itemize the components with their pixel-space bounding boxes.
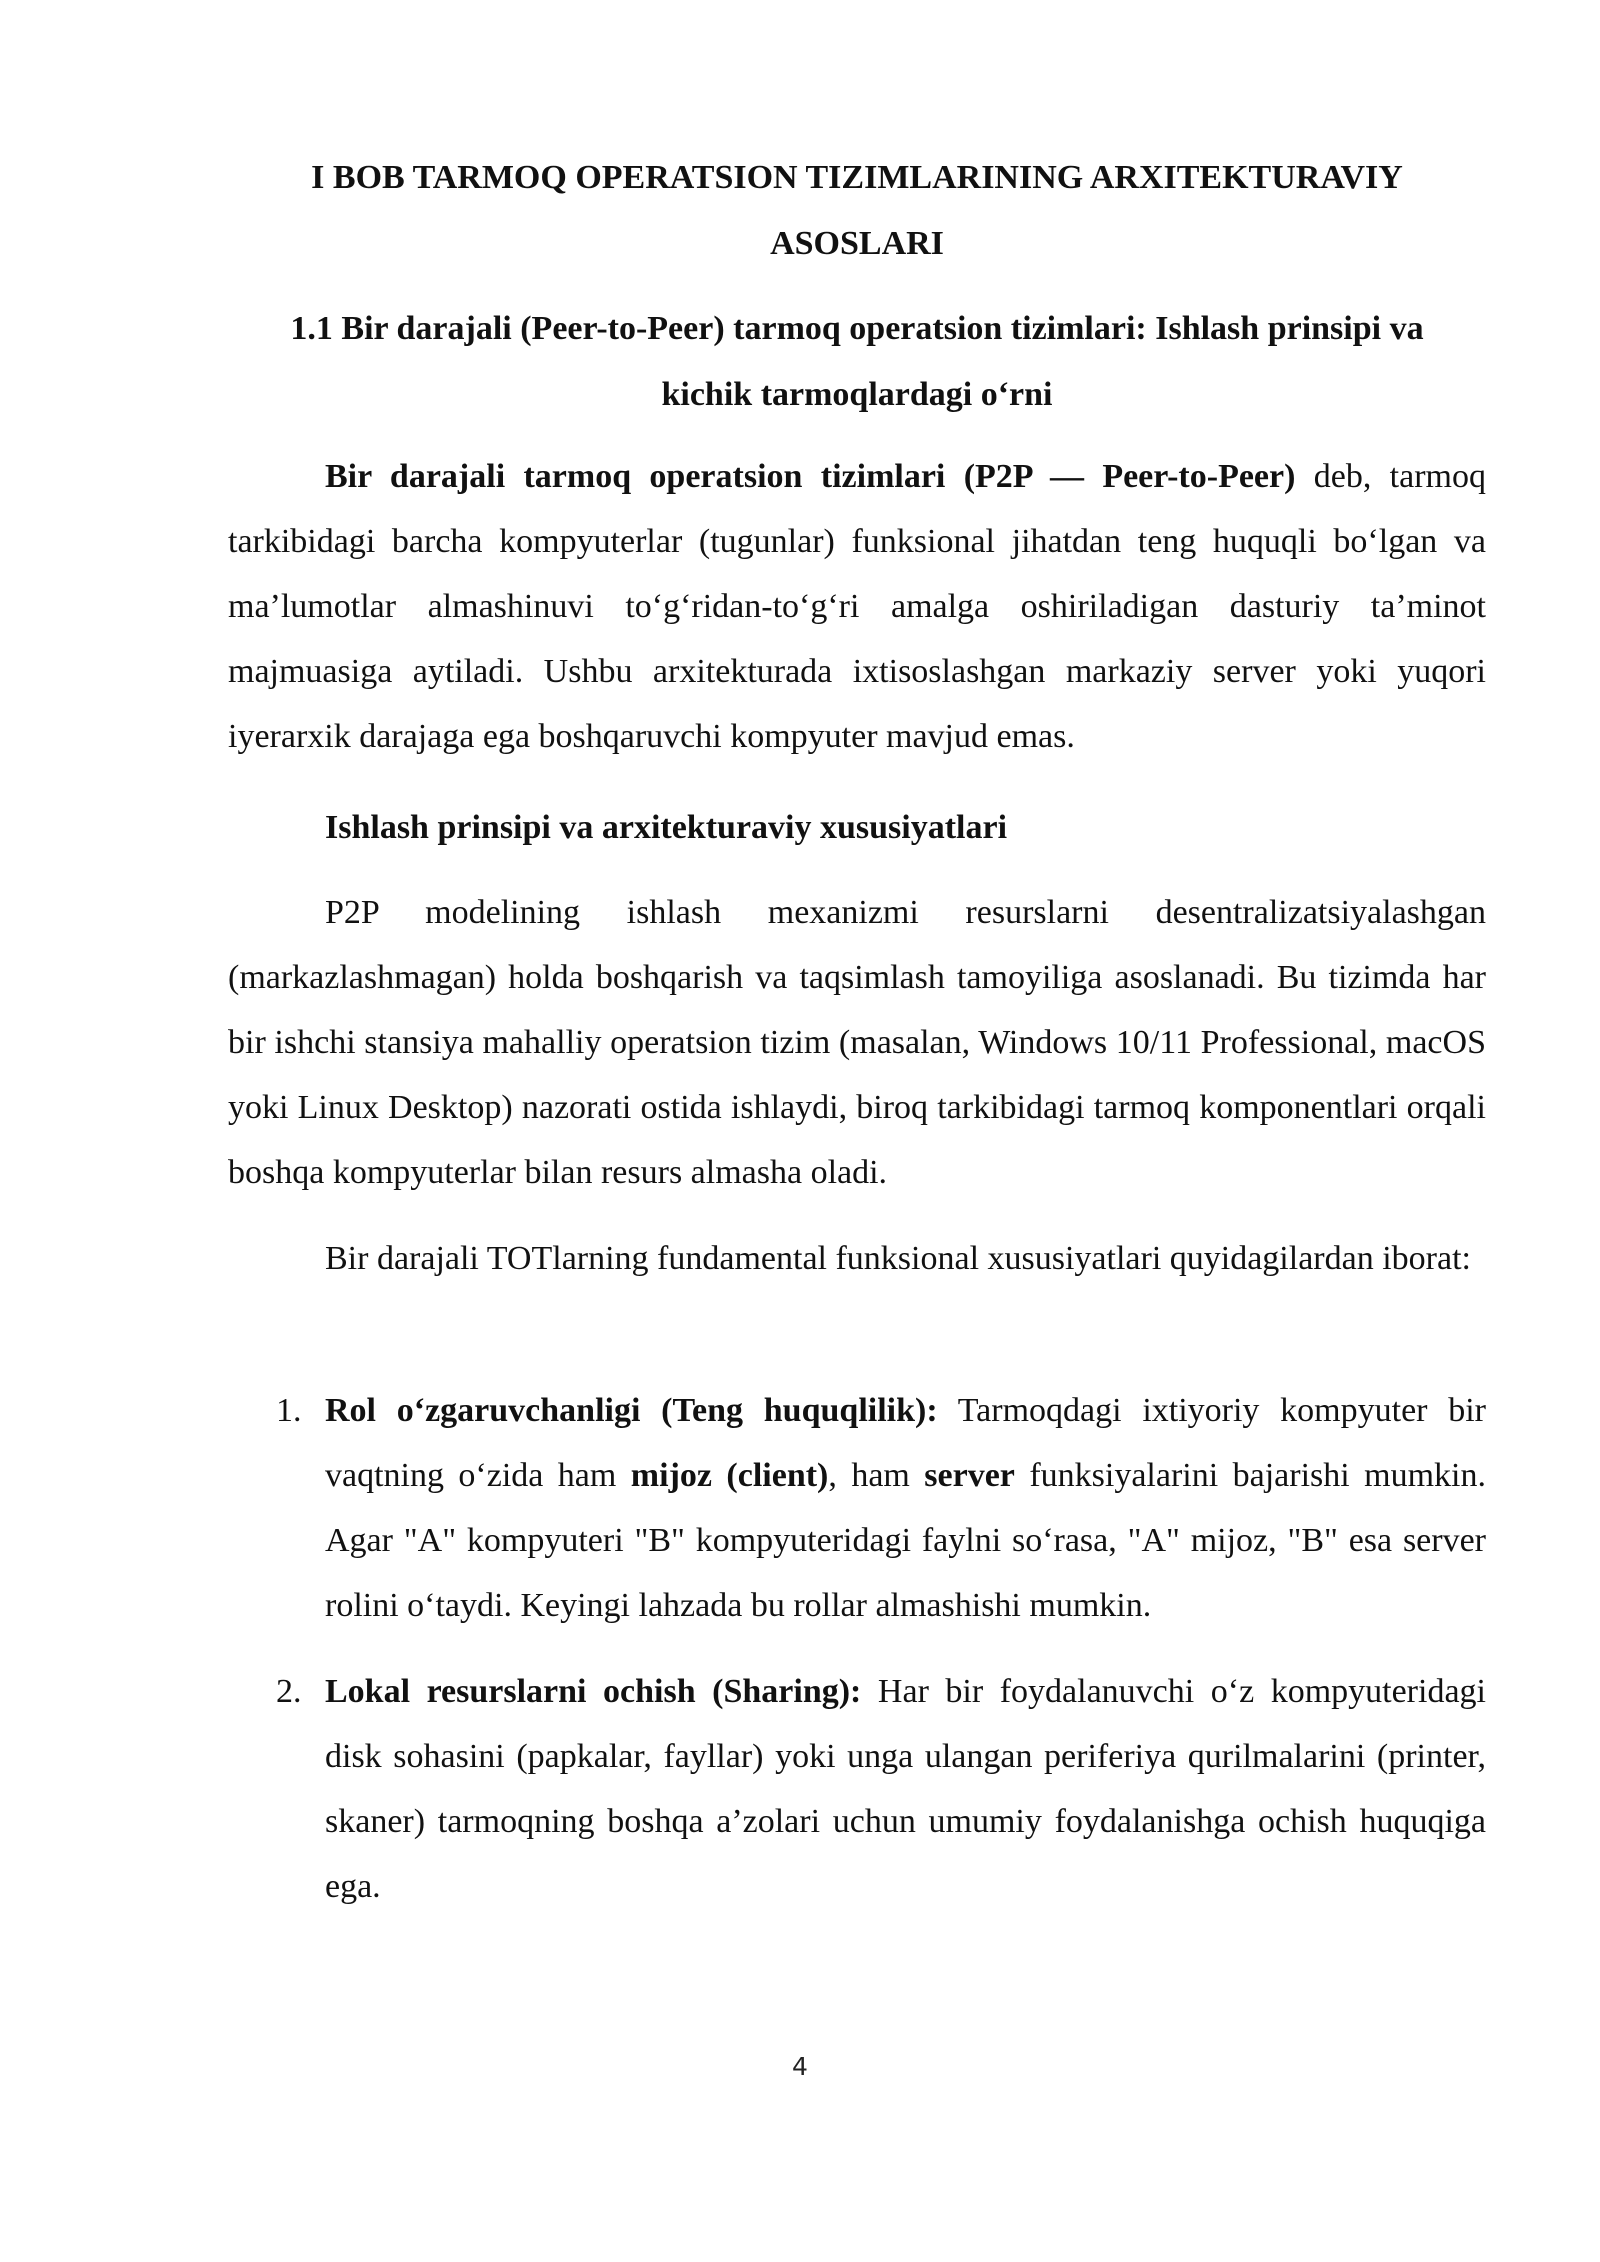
list-item-text-part: Tarmoqdagi ixtiyoriy kompyuter bir vaqtning o‘zida ham	[325, 1392, 1486, 1494]
subheading: Ishlash prinsipi va arxitekturaviy xususiyatlari	[325, 809, 1008, 846]
list-item-text-part: , ham	[828, 1457, 925, 1494]
list-item-term: Lokal resurslarni ochish (Sharing):	[325, 1673, 862, 1710]
paragraph-features-intro: Bir darajali TOTlarning fundamental funksional xususiyatlari quyidagilardan iborat:	[325, 1240, 1471, 1277]
list-item-text	[325, 1378, 1486, 1638]
term-client: mijoz (client)	[630, 1457, 829, 1494]
list-item-text-part: Har bir foydalanuvchi o‘z kompyuteridagi disk sohasini (papkalar, fayllar) yoki unga ulangan periferiya qurilmalarini (printer, skaner) tarmoqning boshqa a’zolari uchun umumiy foydalanishga ochish huquqiga ega.	[325, 1673, 1486, 1905]
list-item-text-part: funksiyalarini bajarishi mumkin. Agar "A" kompyuteri "B" kompyuteridagi faylni so‘rasa, "A" mijoz, "B" esa server rolini o‘taydi. Keyingi lahzada bu rollar almashishi mumkin.	[325, 1457, 1486, 1624]
paragraph-mechanism: P2P modelining ishlash mexanizmi resurslarni desentralizatsiyalashgan (markazlashmagan) holda boshqarish va taqsimlash tamoyiliga asoslanadi. Bu tizimda har bir ishchi stansiya mahalliy operatsion tizim (masalan, Windows 10/11 Professional, macOS yoki Linux Desktop) nazorati ostida ishlaydi, biroq tarkibidagi tarmoq komponentlari orqali boshqa kompyuterlar bilan resurs almasha oladi.	[228, 894, 1486, 1191]
list-item-term: Rol o‘zgaruvchanligi (Teng huquqlilik):	[325, 1392, 938, 1429]
chapter-title-line-2: ASOSLARI	[770, 225, 944, 262]
paragraph-definition	[228, 444, 1486, 769]
term-server: server	[924, 1457, 1015, 1494]
chapter-title-line-1: I BOB TARMOQ OPERATSION TIZIMLARINING ARXITEKTURAVIY	[311, 159, 1403, 196]
chapter-title	[228, 145, 1486, 277]
list-item-number: 2.	[276, 1673, 302, 1710]
section-title-line-2: kichik tarmoqlardagi o‘rni	[661, 376, 1053, 413]
list-item-text	[325, 1659, 1486, 1919]
list-item-number: 1.	[276, 1392, 302, 1429]
page-number: 4	[792, 2052, 808, 2081]
definition-term: Bir darajali tarmoq operatsion tizimlari (P2P — Peer-to-Peer)	[325, 458, 1296, 495]
definition-text: deb, tarmoq tarkibidagi barcha kompyuterlar (tugunlar) funksional jihatdan teng huquqli bo‘lgan va ma’lumotlar almashinuvi to‘g‘ridan-to‘g‘ri amalga oshiriladigan dasturiy ta’minot majmuasiga aytiladi. Ushbu arxitekturada ixtisoslashgan markaziy server yoki yuqori iyerarxik darajaga ega boshqaruvchi kompyuter mavjud emas.	[228, 458, 1486, 755]
section-title	[228, 296, 1486, 428]
section-title-line-1: 1.1 Bir darajali (Peer-to-Peer) tarmoq operatsion tizimlari: Ishlash prinsipi va	[290, 310, 1424, 347]
